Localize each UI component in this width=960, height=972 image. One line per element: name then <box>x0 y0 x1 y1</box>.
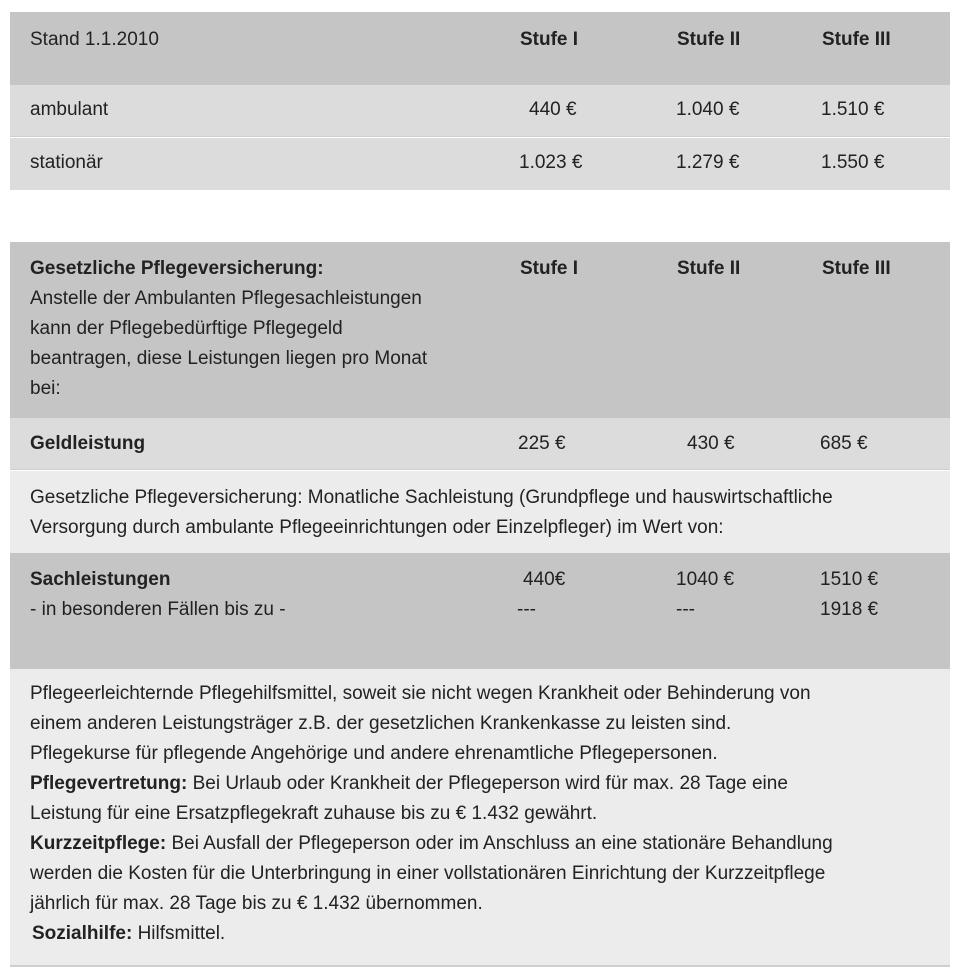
sachleistungen-label: Sachleistungen <box>30 569 171 590</box>
sozialhilfe-text: Hilfsmittel. <box>132 923 226 944</box>
description-line: Anstelle der Ambulanten Pflegesachleistungen <box>30 288 422 309</box>
header-stufe-3: Stufe III <box>822 29 891 50</box>
header-stufe-3: Stufe III <box>822 258 891 279</box>
note-line: Gesetzliche Pflegeversicherung: Monatliche Sachleistung (Grundpflege und hauswirtschaftliche <box>30 487 833 508</box>
sachleistungen-stufe-1 <box>517 565 566 625</box>
sach-stufe-2-value: 1040 € <box>676 569 735 590</box>
description-line: kann der Pflegebedürftige Pflegegeld <box>30 318 343 339</box>
kurzzeitpflege-line <box>30 829 833 859</box>
sach-stufe-3-value: 1510 € <box>820 569 879 590</box>
sach-stufe-3-special: 1918 € <box>820 599 879 620</box>
footer-line: Leistung für eine Ersatzpflegekraft zuhause bis zu € 1.432 gewährt. <box>30 803 598 824</box>
description-line: beantragen, diese Leistungen liegen pro Monat <box>30 348 428 369</box>
kurzzeitpflege-label: Kurzzeitpflege: <box>30 833 167 854</box>
sach-stufe-1-special: --- <box>517 599 536 620</box>
geldleistung-label: Geldleistung <box>30 433 146 454</box>
leistungen-footer <box>10 669 950 967</box>
ambulant-stufe-2: 1.040 € <box>676 99 740 120</box>
table-1 <box>10 12 950 190</box>
header-stufe-1: Stufe I <box>520 258 579 279</box>
row-label-ambulant: ambulant <box>30 99 109 120</box>
sozialhilfe-label: Sozialhilfe: <box>32 923 133 944</box>
note-line: Versorgung durch ambulante Pflegeeinrichtungen oder Einzelpfleger) im Wert von: <box>30 517 724 538</box>
footer-line: Pflegeerleichternde Pflegehilfsmittel, soweit sie nicht wegen Krankheit oder Behinderung von <box>30 683 811 704</box>
geldleistung-stufe-1: 225 € <box>518 433 566 454</box>
sach-stufe-2-special: --- <box>676 599 695 620</box>
sach-stufe-1-value: 440€ <box>523 569 566 590</box>
sachleistungen-sublabel: - in besonderen Fällen bis zu - <box>30 599 286 620</box>
sachleistungen-stufe-3 <box>820 565 878 625</box>
pflegevertretung-label: Pflegevertretung: <box>30 773 188 794</box>
footer-text <box>30 679 833 949</box>
pflegeversicherung-title: Gesetzliche Pflegeversicherung: <box>30 258 324 279</box>
header-stufe-2: Stufe II <box>677 258 741 279</box>
header-stand-label: Stand 1.1.2010 <box>30 29 159 50</box>
table-row <box>10 138 950 190</box>
footer-line: Pflegekurse für pflegende Angehörige und andere ehrenamtliche Pflegepersonen. <box>30 743 718 764</box>
sachleistung-note <box>10 471 950 553</box>
sachleistung-note-text <box>30 483 833 543</box>
stationaer-stufe-1: 1.023 € <box>519 152 583 173</box>
sozialhilfe-line <box>30 919 833 949</box>
geldleistung-row <box>10 418 950 470</box>
sachleistungen-labels <box>30 565 286 625</box>
ambulant-stufe-3: 1.510 € <box>821 99 885 120</box>
ambulant-stufe-1: 440 € <box>529 99 577 120</box>
footer-line: werden die Kosten für die Unterbringung in einer vollstationären Einrichtung der Kurzzeitpflege <box>30 863 826 884</box>
pflegevertretung-text: Bei Urlaub oder Krankheit der Pflegeperson wird für max. 28 Tage eine <box>187 773 788 794</box>
footer-line: jährlich für max. 28 Tage bis zu € 1.432 übernommen. <box>30 893 483 914</box>
pflegevertretung-line <box>30 769 833 799</box>
table-2-header <box>10 242 950 418</box>
stationaer-stufe-2: 1.279 € <box>676 152 740 173</box>
header-stufe-2: Stufe II <box>677 29 741 50</box>
kurzzeitpflege-text: Bei Ausfall der Pflegeperson oder im Anschluss an eine stationäre Behandlung <box>166 833 833 854</box>
geldleistung-stufe-2: 430 € <box>687 433 735 454</box>
sachleistungen-stufe-2 <box>676 565 734 625</box>
stationaer-stufe-3: 1.550 € <box>821 152 885 173</box>
pflegeversicherung-description <box>30 284 427 404</box>
description-line: bei: <box>30 378 61 399</box>
header-stufe-1: Stufe I <box>520 29 579 50</box>
sachleistungen-row <box>10 553 950 669</box>
table-row <box>10 85 950 137</box>
footer-line: einem anderen Leistungsträger z.B. der gesetzlichen Krankenkasse zu leisten sind. <box>30 713 732 734</box>
geldleistung-stufe-3: 685 € <box>820 433 868 454</box>
table-1-header <box>10 12 950 85</box>
row-label-stationaer: stationär <box>30 152 103 173</box>
